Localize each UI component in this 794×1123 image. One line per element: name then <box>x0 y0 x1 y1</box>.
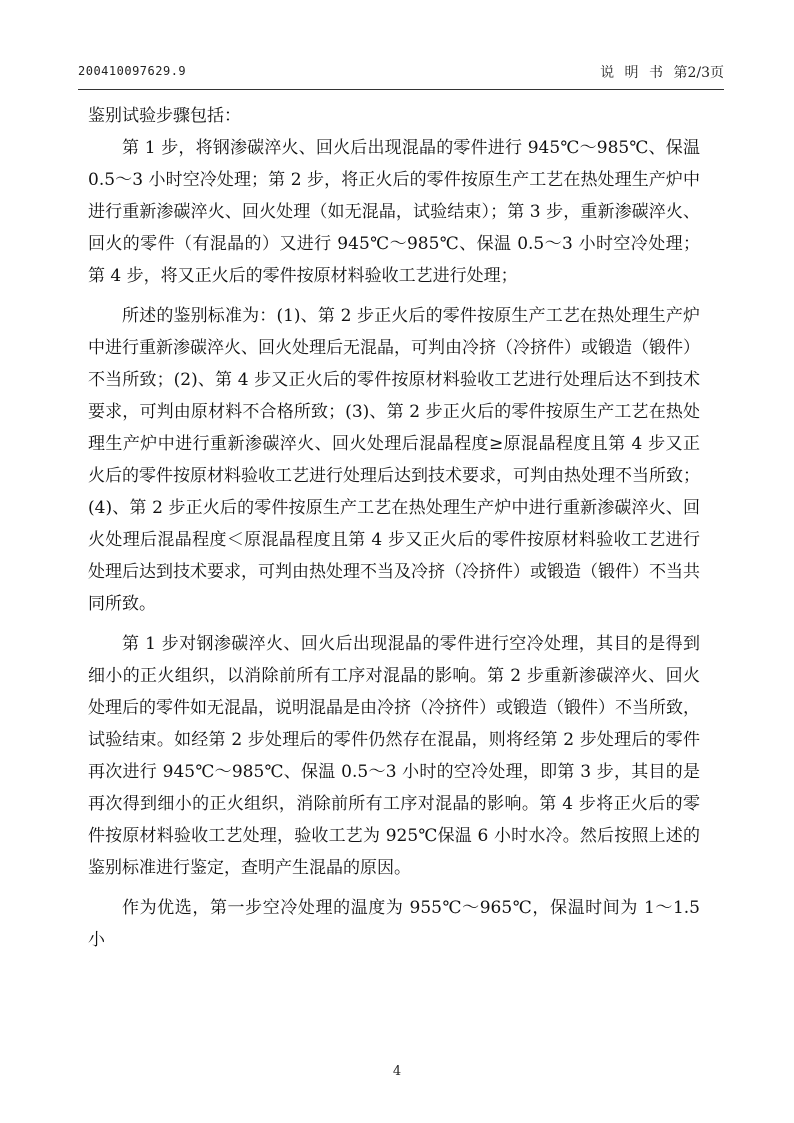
paragraph-explanation: 第 1 步对钢渗碳淬火、回火后出现混晶的零件进行空冷处理，其目的是得到细小的正火组织，以消除前所有工序对混晶的影响。第 2 步重新渗碳淬火、回火处理后的零件如无混晶，说明混晶是由冷挤（冷挤件）或锻造（锻件）不当所致，试验结束。如经第 2 步处理后的零件仍然存在混晶，则将经第 2 步处理后的零件再次进行 945℃～985℃、保温 0.5～3 小时的空冷处理，即第 3 步，其目的是再次得到细小的正火组织，消除前所有工序对混晶的影响。第 4 步将正火后的零件按原材料验收工艺处理，验收工艺为 925℃保温 6 小时水冷。然后按照上述的鉴别标准进行鉴定，查明产生混晶的原因。 <box>88 634 700 878</box>
page-number: 4 <box>392 1064 402 1079</box>
page-header <box>78 60 724 82</box>
application-number: 200410097629.9 <box>78 64 187 78</box>
body-text <box>88 100 700 956</box>
paragraph-preferred: 作为优选，第一步空冷处理的温度为 955℃～965℃，保温时间为 1～1.5 小 <box>88 898 700 950</box>
document-section-info: 说 明 书 第2/3页 <box>600 65 724 81</box>
paragraph-intro: 鉴别试验步骤包括： <box>88 106 241 126</box>
paragraph-steps: 第 1 步，将钢渗碳淬火、回火后出现混晶的零件进行 945℃～985℃、保温 0.5～3 小时空冷处理；第 2 步，将正火后的零件按原生产工艺在热处理生产炉中进行重新渗碳淬火、回火处理（如无混晶，试验结束）；第 3 步，重新渗碳淬火、回火的零件（有混晶的）又进行 945℃～985℃、保温 0.5～3 小时空冷处理；第 4 步，将又正火后的零件按原材料验收工艺进行处理； <box>88 138 700 286</box>
paragraph-criteria: 所述的鉴别标准为：(1)、第 2 步正火后的零件按原生产工艺在热处理生产炉中进行重新渗碳淬火、回火处理后无混晶，可判由冷挤（冷挤件）或锻造（锻件）不当所致；(2)、第 4 步又正火后的零件按原材料验收工艺进行处理后达不到技术要求，可判由原材料不合格所致；(3)、第 2 步正火后的零件按原生产工艺在热处理生产炉中进行重新渗碳淬火、回火处理后混晶程度≥原混晶程度且第 4 步又正火后的零件按原材料验收工艺进行处理后达到技术要求，可判由热处理不当所致；(4)、第 2 步正火后的零件按原生产工艺在热处理生产炉中进行重新渗碳淬火、回火处理后混晶程度＜原混晶程度且第 4 步又正火后的零件按原材料验收工艺进行处理后达到技术要求，可判由热处理不当及冷挤（冷挤件）或锻造（锻件）不当共同所致。 <box>88 306 700 614</box>
header-rule <box>78 89 724 90</box>
